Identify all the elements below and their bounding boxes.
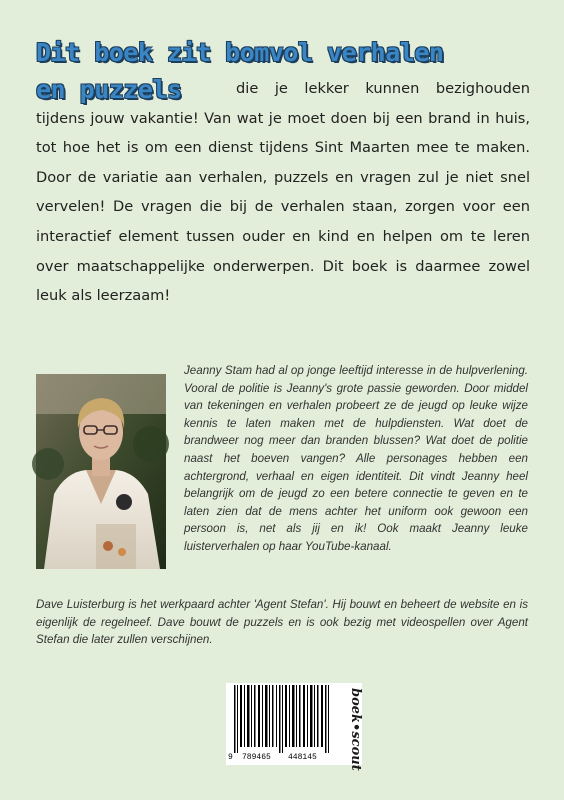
intro-text-block <box>36 74 530 311</box>
isbn-group-2: 448145 <box>288 753 317 762</box>
isbn-first-digit: 9 <box>228 753 233 762</box>
barcode-bars <box>230 685 338 755</box>
svg-text:boek•scout: boek•scout <box>348 688 363 771</box>
isbn-group-1: 789465 <box>242 753 271 762</box>
publisher-logo <box>336 686 363 771</box>
headline-line-2: en puzzels <box>36 75 182 104</box>
publisher-logo-text <box>336 686 363 771</box>
author-photo <box>36 374 166 569</box>
intro-text: die je lekker kunnen bezighouden tijdens jouw vakantie! Van wat je moet doen bij een brand in huis, tot hoe het is om een dienst tijdens Sint Maarten mee te maken. Door de variatie aan verhalen, puzzels en vragen zul je niet snel vervelen! De vragen die bij de verhalen staan, zorgen voor een interactief element tussen ouder en kind en helpen om te leren over maatschappelijke onderwerpen. Dit boek is daarmee zowel leuk als leerzaam! <box>36 80 530 305</box>
headline-line-1: Dit boek zit bomvol verhalen <box>36 38 444 67</box>
author-portrait-image <box>36 374 166 569</box>
co-author-bio: Dave Luisterburg is het werkpaard achter 'Agent Stefan'. Hij bouwt en beheert de website en is eigenlijk de regelneef. Dave bouwt de puzzels en is ook bezig met videospellen over Agent Stefan die later zullen verschijnen. <box>36 598 528 647</box>
author-bio: Jeanny Stam had al op jonge leeftijd interesse in de hulpverlening. Vooral de politie is Jeanny's grote passie geworden. Door middel van tekeningen en verhalen probeert ze de jeugd op leuke wijze kennis te laten maken met de hulpdiensten. Wat doet de brandweer nog meer dan branden blussen? Wat doet de politie naast het boeven vangen? Alle personages hebben een achtergrond, verhaal en eigen identiteit. Dit vindt Jeanny heel belangrijk om de jeugd zo een betere connectie te geven en te laten zien dat de mens achter het uniform ook gewoon een persoon is, net als jij en ik! Ook maakt Jeanny leuke luisterverhalen op haar YouTube-kanaal. <box>184 364 528 553</box>
